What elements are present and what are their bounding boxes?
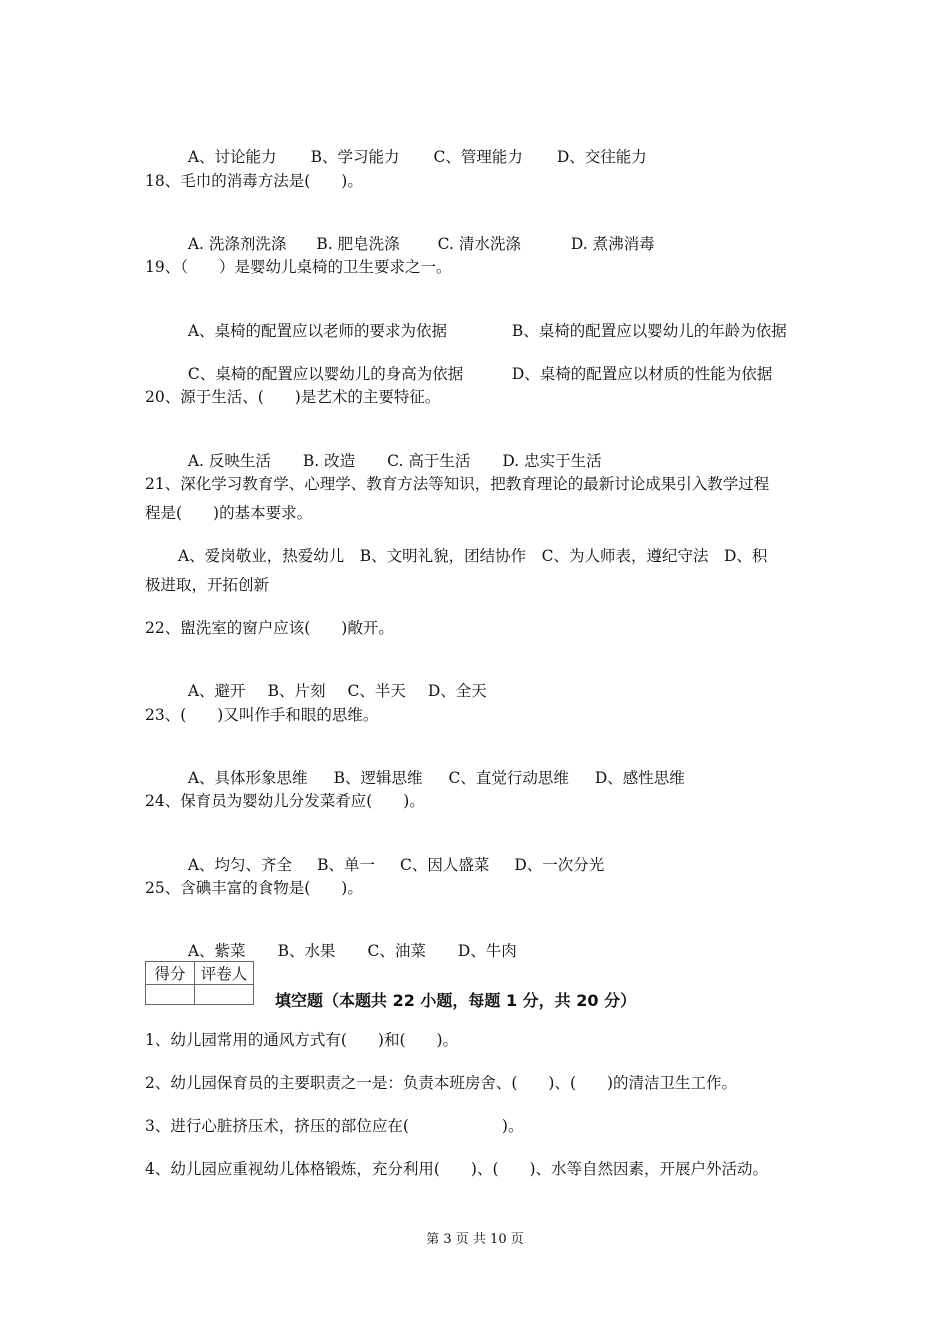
- q17-options: [178, 127, 647, 167]
- q21-options-line2: 极进取，开拓创新: [145, 576, 270, 594]
- option: C、因人盛菜: [399, 856, 490, 874]
- fill-blank-1: 1、幼儿园常用的通风方式有( )和( )。: [145, 1031, 459, 1049]
- option: C、油菜: [367, 942, 426, 960]
- question-20: 20、源于生活、( )是艺术的主要特征。: [145, 388, 441, 406]
- option: A、桌椅的配置应以老师的要求为依据: [187, 322, 448, 340]
- q25-options: [178, 921, 517, 961]
- q22-options: [178, 661, 487, 701]
- question-19: 19、（ ）是婴幼儿桌椅的卫生要求之一。: [145, 258, 452, 276]
- option: A、讨论能力: [187, 148, 277, 166]
- option: B、片刻: [267, 682, 326, 700]
- option: D、感性思维: [594, 769, 685, 787]
- option: D、交往能力: [556, 148, 647, 166]
- option: A. 反映生活: [187, 452, 271, 470]
- option: C、直觉行动思维: [448, 769, 569, 787]
- q18-options: [178, 214, 655, 254]
- option: B、水果: [277, 942, 336, 960]
- option: D、牛肉: [457, 942, 517, 960]
- option: B、学习能力: [310, 148, 400, 166]
- option: C. 高于生活: [387, 452, 471, 470]
- option: D. 煮沸消毒: [570, 235, 655, 253]
- option: D、一次分光: [514, 856, 605, 874]
- question-25: 25、含碘丰富的食物是( )。: [145, 879, 363, 897]
- question-21-line2: 程是( )的基本要求。: [145, 504, 313, 522]
- option: D、全天: [427, 682, 487, 700]
- score-cell[interactable]: [146, 985, 195, 1005]
- option: B、桌椅的配置应以婴幼儿的年龄为依据: [511, 322, 787, 340]
- fill-blank-3: 3、进行心脏挤压术，挤压的部位应在( )。: [145, 1117, 524, 1135]
- fill-blank-2: 2、幼儿园保育员的主要职责之一是：负责本班房舍、( )、( )的清洁卫生工作。: [145, 1074, 738, 1092]
- question-18: 18、毛巾的消毒方法是( )。: [145, 172, 363, 190]
- option: C、桌椅的配置应以婴幼儿的身高为依据: [187, 365, 464, 383]
- score-table: [145, 961, 254, 1005]
- option: D、桌椅的配置应以材质的性能为依据: [511, 365, 773, 383]
- q23-options: [178, 748, 685, 788]
- option: A、紫菜: [187, 942, 246, 960]
- question-24: 24、保育员为婴幼儿分发菜肴应( )。: [145, 792, 425, 810]
- fill-blank-4: 4、幼儿园应重视幼儿体格锻炼，充分利用( )、( )、水等自然因素，开展户外活动。: [145, 1160, 769, 1178]
- q21-options-line1: A、爱岗敬业，热爱幼儿 B、文明礼貌，团结协作 C、为人师表，遵纪守法 D、积: [178, 547, 768, 565]
- option: C、半天: [347, 682, 406, 700]
- option: A. 洗涤剂洗涤: [187, 235, 287, 253]
- q24-options: [178, 835, 604, 875]
- option: A、避开: [187, 682, 246, 700]
- question-21-line1: 21、深化学习教育学、心理学、教育方法等知识，把教育理论的最新讨论成果引入教学过程: [145, 475, 770, 493]
- section-title: 填空题（本题共 22 小题，每题 1 分，共 20 分）: [275, 991, 637, 1010]
- q20-options: [178, 431, 602, 471]
- question-23: 23、( )又叫作手和眼的思维。: [145, 706, 379, 724]
- option: A、具体形象思维: [187, 769, 308, 787]
- option: A、均匀、齐全: [187, 856, 293, 874]
- score-label: 得分: [146, 962, 195, 985]
- option: B. 改造: [302, 452, 356, 470]
- option: C. 清水洗涤: [437, 235, 521, 253]
- option: B. 肥皂洗涤: [316, 235, 400, 253]
- grader-cell[interactable]: [195, 985, 254, 1005]
- option: D. 忠实于生活: [502, 452, 602, 470]
- option: C、管理能力: [433, 148, 523, 166]
- grader-label: 评卷人: [195, 962, 254, 985]
- question-22: 22、盥洗室的窗户应该( )敞开。: [145, 619, 394, 637]
- q19-options-row1: [178, 301, 787, 341]
- option: B、逻辑思维: [333, 769, 423, 787]
- option: B、单一: [317, 856, 375, 874]
- page-number: 第 3 页 共 10 页: [426, 1232, 524, 1247]
- q19-options-row2: [178, 344, 772, 384]
